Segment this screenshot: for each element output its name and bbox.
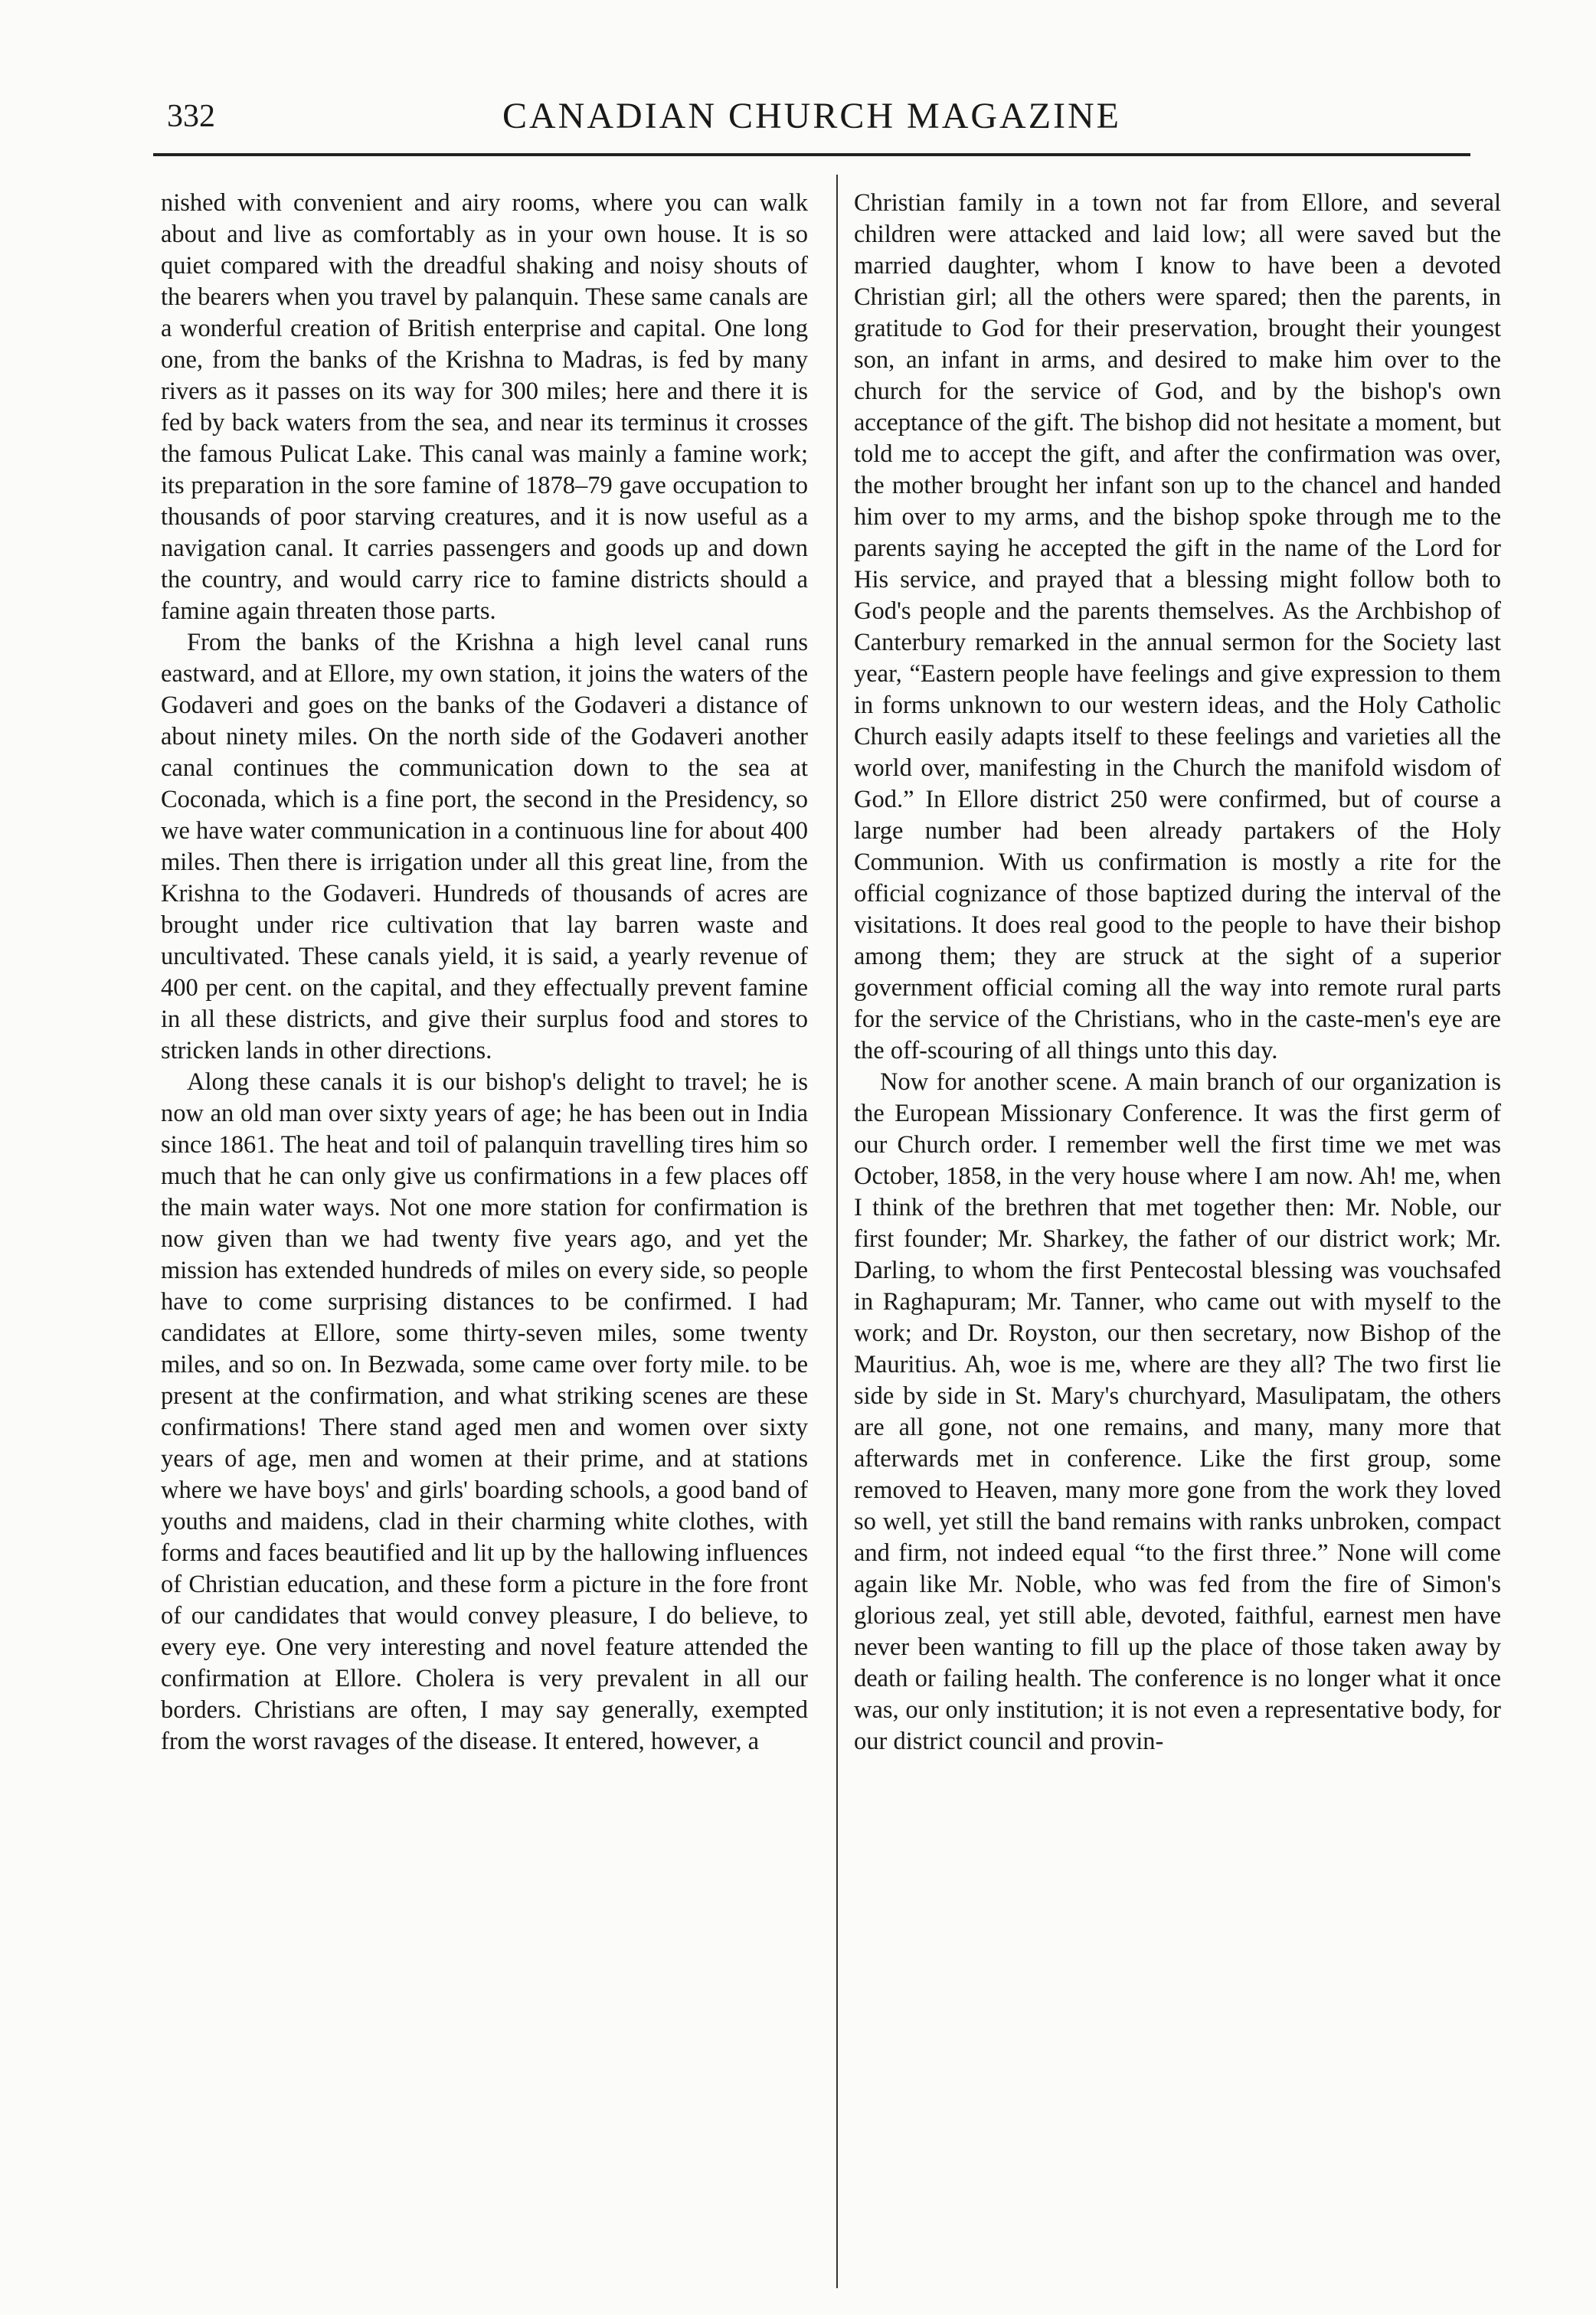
left-column — [161, 188, 808, 1758]
paragraph: nished with convenient and airy rooms, where you can walk about and live as comfortably as in your own house. It is so quiet compared with the dreadful shaking and noisy shouts of the bearers when you travel by palanquin. These same canals are a wonderful creation of British enterprise and capital. One long one, from the banks of the Krishna to Madras, is fed by many rivers as it passes on its way for 300 miles; here and there it is fed by back waters from the sea, and near its terminus it crosses the famous Pulicat Lake. This canal was mainly a famine work; its preparation in the sore famine of 1878–79 gave occupation to thousands of poor starving creatures, and it is now useful as a navigation canal. It carries passengers and goods up and down the country, and would carry rice to famine districts should a famine again threaten those parts. — [161, 189, 808, 625]
paragraph: Christian family in a town not far from Ellore, and several children were attacked and laid low; all were saved but the married daughter, whom I know to have been a devoted Christian girl; all the others were spared; then the parents, in gratitude to God for their preservation, brought their youngest son, an infant in arms, and desired to make him over to the church for the service of God, and by the bishop's own acceptance of the gift. The bishop did not hesitate a moment, but told me to accept the gift, and after the confirmation was over, the mother brought her infant son up to the chancel and handed him over to my arms, and the bishop spoke through me to the parents saying he accepted the gift in the name of the Lord for His service, and prayed that a blessing might follow both to God's people and the parents themselves. As the Archbishop of Canterbury remarked in the annual sermon for the Society last year, “Eastern people have feelings and give expression to them in forms unknown to our western ideas, and the Holy Catholic Church easily adapts itself to these feelings and varieties all the world over, manifesting in the Church the manifold wisdom of God.” In Ellore district 250 were confirmed, but of course a large number had been already partakers of the Holy Communion. With us confirmation is mostly a rite for the official cognizance of those baptized during the interval of the visitations. It does real good to the people to have their bishop among them; they are struck at the sight of a superior government official coming all the way into remote rural parts for the service of the Christians, who in the caste-men's eye are the off-scouring of all things unto this day. — [854, 189, 1501, 1064]
magazine-title: CANADIAN CHURCH MAGAZINE — [502, 96, 1121, 136]
header-rule — [153, 153, 1470, 156]
page-header — [153, 92, 1470, 146]
paragraph: From the banks of the Krishna a high level canal runs eastward, and at Ellore, my own station, it joins the waters of the Godaveri and goes on the banks of the Godaveri a distance of about ninety miles. On the north side of the Godaveri another canal continues the communication down to the sea at Coconada, which is a fine port, the second in the Presidency, so we have water communication in a continuous line for about 400 miles. Then there is irrigation under all this great line, from the Krishna to the Godaveri. Hundreds of thousands of acres are brought under rice cultivation that lay barren waste and uncultivated. These canals yield, it is said, a yearly revenue of 400 per cent. on the capital, and they effectually prevent famine in all these districts, and give their surplus food and stores to stricken lands in other directions. — [161, 629, 808, 1064]
paragraph: Now for another scene. A main branch of our organization is the European Missionary Conference. It was the first germ of our Church order. I remember well the first time we met was October, 1858, in the very house where I am now. Ah! me, when I think of the brethren that met together then: Mr. Noble, our first founder; Mr. Sharkey, the father of our district work; Mr. Darling, to whom the first Pentecostal blessing was vouchsafed in Raghapuram; Mr. Tanner, who came out with myself to the work; and Dr. Royston, our then secretary, now Bishop of the Mauritius. Ah, woe is me, where are they all? The two first lie side by side in St. Mary's churchyard, Masulipatam, the others are all gone, not one remains, and many, many more that afterwards met in conference. Like the first group, some removed to Heaven, many more gone from the work they loved so well, yet still the band remains with ranks unbroken, compact and firm, not indeed equal “to the first three.” None will come again like Mr. Noble, who was fed from the fire of Simon's glorious zeal, yet still able, devoted, faithful, earnest men have never been wanting to fill up the place of those taken away by death or failing health. The conference is no longer what it once was, our only institution; it is not even a representative body, for our district council and provin- — [854, 1068, 1501, 1755]
right-column — [854, 188, 1501, 1758]
paragraph: Along these canals it is our bishop's delight to travel; he is now an old man over sixty years of age; he has been out in India since 1861. The heat and toil of palanquin travelling tires him so much that he can only give us confirmations in a few places off the main water ways. Not one more station for confirmation is now given than we had twenty five years ago, and yet the mission has extended hundreds of miles on every side, so people have to come surprising distances to be confirmed. I had candidates at Ellore, some thirty-seven miles, some twenty miles, and so on. In Bezwada, some came over forty mile. to be present at the confirmation, and what striking scenes are these confirmations! There stand aged men and women over sixty years of age, men and women at their prime, and at stations where we have boys' and girls' boarding schools, a good band of youths and maidens, clad in their charming white clothes, with forms and faces beautified and lit up by the hallowing influences of Christian education, and these form a picture in the fore front of our candidates that would convey pleasure, I do believe, to every eye. One very interesting and novel feature attended the confirmation at Ellore. Cholera is very prevalent in all our borders. Christians are often, I may say generally, exempted from the worst ravages of the disease. It entered, however, a — [161, 1068, 808, 1755]
page-number: 332 — [167, 99, 215, 134]
column-divider — [836, 175, 838, 2288]
